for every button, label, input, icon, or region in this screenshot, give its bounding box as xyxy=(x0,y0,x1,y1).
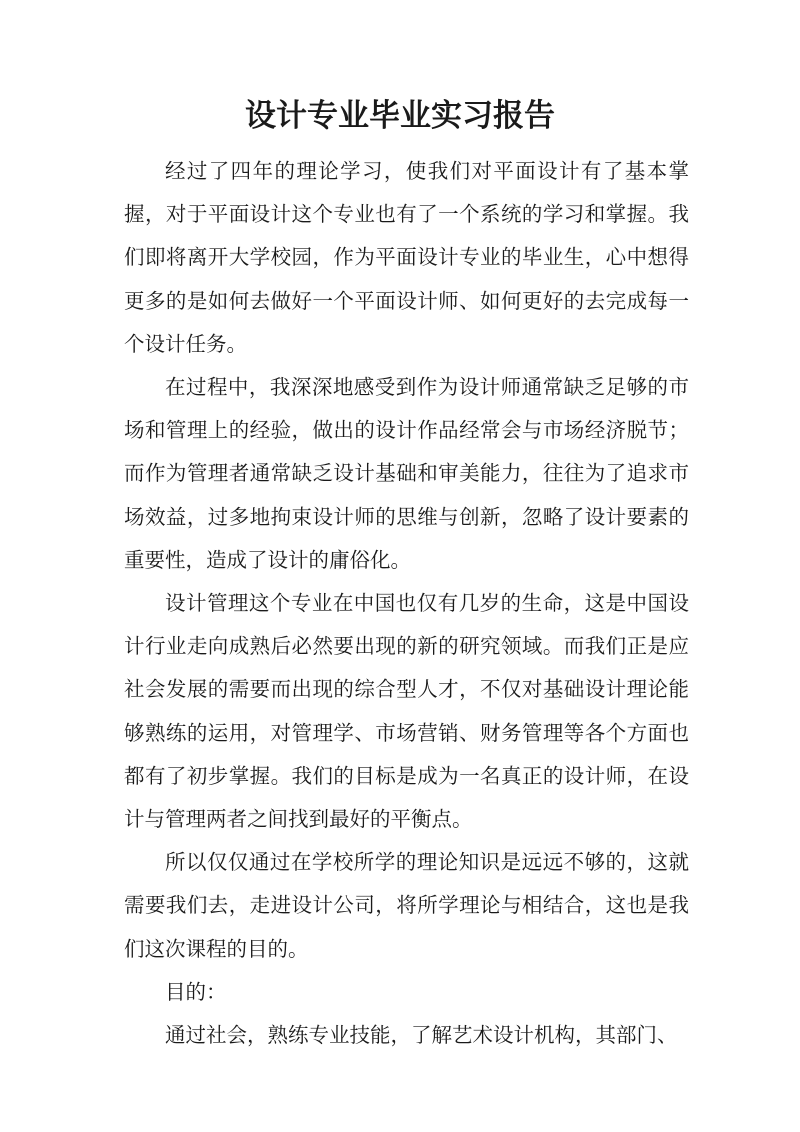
paragraph-4: 所以仅仅通过在学校所学的理论知识是远远不够的，这就需要我们去，走进设计公司，将所学理论与相结合，这也是我们这次课程的目的。 xyxy=(124,850,689,961)
paragraph-5: 目的： xyxy=(165,979,227,1004)
paragraph-2: 在过程中，我深深地感受到作为设计师通常缺乏足够的市场和管理上的经验，做出的设计作品经常会与市场经济脱节；而作为管理者通常缺乏设计基础和审美能力，往往为了追求市场效益，过多地拘束设计师的思维与创新，忽略了设计要素的重要性，造成了设计的庸俗化。 xyxy=(124,375,689,572)
document-title: 设计专业毕业实习报告 xyxy=(245,98,555,134)
paragraph-1: 经过了四年的理论学习，使我们对平面设计有了基本掌握，对于平面设计这个专业也有了一个系统的学习和掌握。我们即将离开大学校园，作为平面设计专业的毕业生，心中想得更多的是如何去做好一个平面设计师、如何更好的去完成每一个设计任务。 xyxy=(124,159,689,356)
paragraph-6: 通过社会，熟练专业技能，了解艺术设计机构，其部门、 xyxy=(165,1023,678,1048)
paragraph-3: 设计管理这个专业在中国也仅有几岁的生命，这是中国设计行业走向成熟后必然要出现的新的研究领域。而我们正是应社会发展的需要而出现的综合型人才，不仅对基础设计理论能够熟练的运用，对管理学、市场营销、财务管理等各个方面也都有了初步掌握。我们的目标是成为一名真正的设计师，在设计与管理两者之间找到最好的平衡点。 xyxy=(124,591,689,832)
document-body xyxy=(124,150,689,1057)
